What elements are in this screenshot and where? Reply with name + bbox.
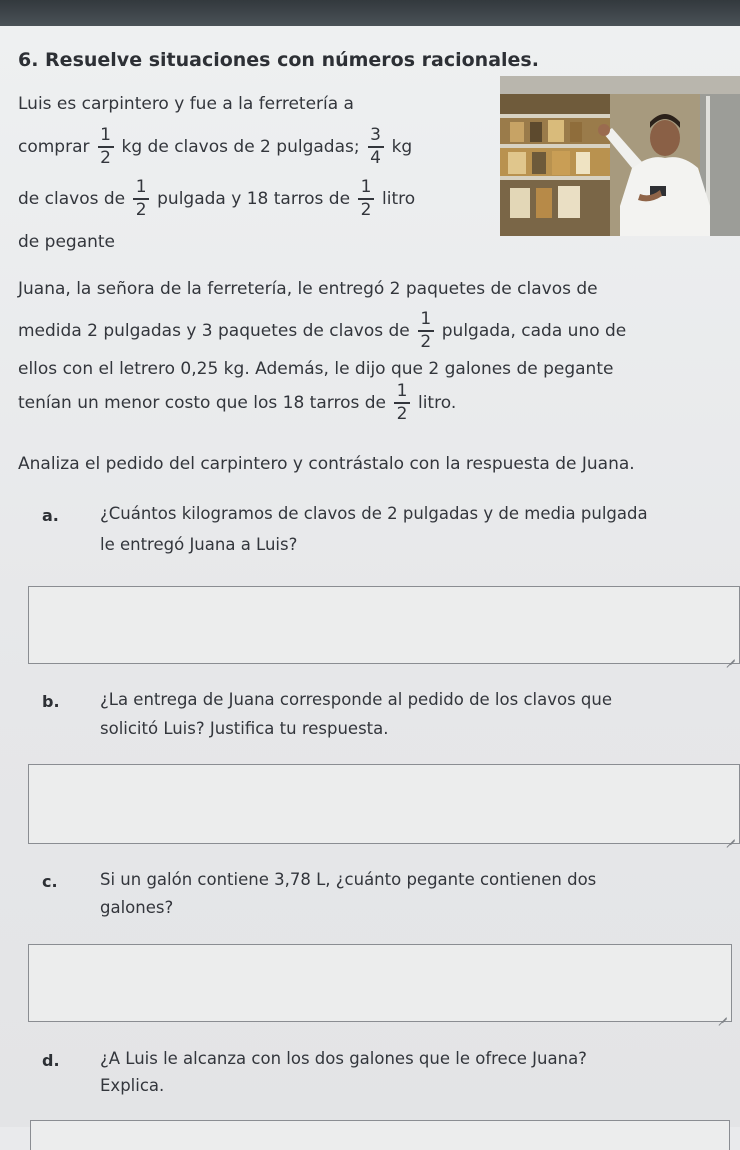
- fraction-denominator: 2: [100, 148, 111, 168]
- question-a-text: le entregó Juana a Luis?: [100, 535, 298, 554]
- fraction: [133, 178, 149, 220]
- juana-text: Juana, la señora de la ferretería, le entregó 2 paquetes de clavos de: [18, 279, 598, 299]
- question-b-line-2: [100, 719, 389, 738]
- fraction-denominator: 2: [396, 404, 408, 424]
- fraction: [368, 126, 384, 168]
- answer-d-textarea[interactable]: [30, 1120, 730, 1150]
- analyze-text: Analiza el pedido del carpintero y contrástalo con la respuesta de Juana.: [18, 454, 635, 474]
- analyze-instruction: [18, 454, 635, 474]
- question-a-line-2: [100, 535, 297, 554]
- fraction-denominator: 2: [135, 200, 147, 220]
- fraction-numerator: 3: [370, 125, 381, 145]
- question-d-line-1: [100, 1049, 587, 1068]
- fraction: [98, 126, 114, 168]
- juana-line-2: [18, 310, 626, 352]
- juana-line-3: [18, 359, 613, 379]
- intro-text: kg: [391, 137, 413, 157]
- juana-text: medida 2 pulgadas y 3 paquetes de clavos de: [18, 321, 410, 341]
- intro-text: de pegante: [18, 232, 116, 252]
- fraction-numerator: 1: [100, 125, 111, 145]
- worksheet-page: [0, 26, 740, 1127]
- intro-line-3: [18, 178, 415, 220]
- question-d-line-2: [100, 1076, 164, 1095]
- question-c-text: galones?: [100, 898, 174, 917]
- fraction: [358, 178, 374, 220]
- fraction-denominator: 4: [370, 148, 381, 168]
- juana-text: tenían un menor costo que los 18 tarros de: [18, 393, 386, 413]
- juana-line-4: [18, 382, 456, 424]
- question-b-letter: b.: [42, 692, 60, 711]
- question-b-line-1: [100, 690, 612, 709]
- juana-text: litro.: [417, 393, 457, 413]
- textarea-resize-grip-icon[interactable]: [726, 831, 735, 840]
- question-c-line-1: [100, 870, 596, 889]
- intro-text: pulgada y 18 tarros de: [157, 189, 351, 209]
- question-b-text: ¿La entrega de Juana corresponde al pedido de los clavos que: [100, 690, 613, 709]
- intro-text: Luis es carpintero y fue a la ferretería a: [18, 94, 354, 114]
- juana-text: ellos con el letrero 0,25 kg. Además, le dijo que 2 galones de pegante: [18, 359, 614, 379]
- question-c-line-2: [100, 898, 173, 917]
- intro-text: litro: [382, 189, 416, 209]
- intro-line-1: [18, 94, 354, 114]
- question-b-text: solicitó Luis? Justifica tu respuesta.: [100, 719, 389, 738]
- question-c-letter: c.: [42, 872, 58, 891]
- intro-text: de clavos de: [18, 189, 126, 209]
- question-a-text: ¿Cuántos kilogramos de clavos de 2 pulgadas y de media pulgada: [100, 504, 648, 523]
- exercise-title: 6. Resuelve situaciones con números racionales.: [18, 49, 539, 71]
- carpenter-in-hardware-store-photo: [500, 76, 740, 236]
- fraction-denominator: 2: [420, 332, 432, 352]
- intro-line-4: [18, 232, 115, 252]
- fraction-numerator: 1: [420, 309, 432, 329]
- answer-a-textarea[interactable]: [28, 586, 740, 664]
- intro-line-2: [18, 126, 412, 168]
- juana-line-1: [18, 279, 598, 299]
- question-c-text: Si un galón contiene 3,78 L, ¿cuánto pegante contienen dos: [100, 870, 597, 889]
- question-d-text: ¿A Luis le alcanza con los dos galones que le ofrece Juana?: [100, 1049, 587, 1068]
- intro-text: comprar: [18, 137, 90, 157]
- fraction-numerator: 1: [360, 177, 372, 197]
- question-a-line-1: [100, 504, 648, 523]
- question-a-letter: a.: [42, 506, 59, 525]
- fraction-numerator: 1: [135, 177, 147, 197]
- fraction: [418, 310, 434, 352]
- textarea-resize-grip-icon[interactable]: [718, 1009, 727, 1018]
- juana-text: pulgada, cada uno de: [441, 321, 627, 341]
- answer-b-textarea[interactable]: [28, 764, 740, 844]
- top-bar: [0, 0, 740, 26]
- question-d-text: Explica.: [100, 1076, 165, 1095]
- fraction: [394, 382, 410, 424]
- answer-c-textarea[interactable]: [28, 944, 732, 1022]
- fraction-numerator: 1: [396, 381, 408, 401]
- fraction-denominator: 2: [360, 200, 372, 220]
- textarea-resize-grip-icon[interactable]: [726, 651, 735, 660]
- question-d-letter: d.: [42, 1051, 60, 1070]
- intro-text: kg de clavos de 2 pulgadas;: [121, 137, 360, 157]
